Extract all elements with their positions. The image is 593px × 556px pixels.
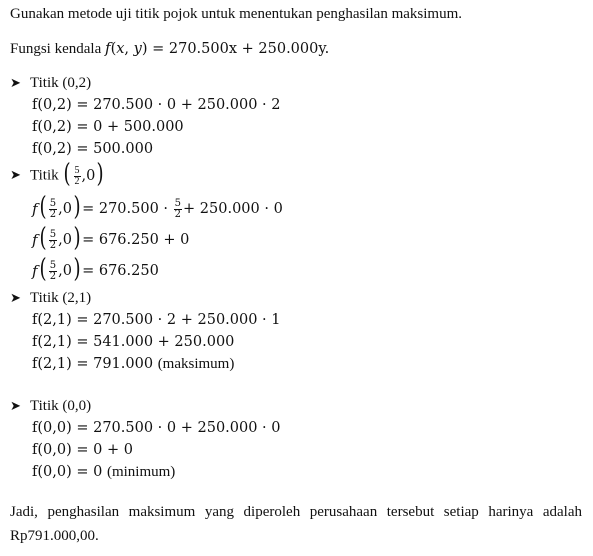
constraint-expression: = 270.500x + 250.000y. xyxy=(152,41,330,57)
point-heading: ➤ Titik (0,0) xyxy=(10,395,91,417)
arrow-bullet-icon: ➤ xyxy=(10,399,21,414)
constraint-label: Fungsi kendala xyxy=(10,41,102,57)
constraint-line: Fungsi kendala f(x, y) = 270.500x + 250.000y. xyxy=(10,39,330,57)
point-step: f ( $\frac{5}{2}$ ,0 ) = 676.250 + 0 xyxy=(32,223,190,253)
point-step: f ( $\frac{5}{2}$ ,0 ) = 676.250 xyxy=(32,254,159,284)
arrow-bullet-icon: ➤ xyxy=(10,168,21,184)
point-step: f(0,2) = 0 + 500.000 xyxy=(32,119,184,135)
point-step: f(0,2) = 270.500 · 0 + 250.000 · 2 xyxy=(32,97,281,113)
arrow-bullet-icon: ➤ xyxy=(10,291,21,306)
fraction-point: ( $\frac{5}{2}$ ,0 ) xyxy=(63,159,105,189)
minimum-label: (minimum) xyxy=(106,464,176,480)
constraint-function: f xyxy=(105,39,111,57)
conclusion-text: Jadi, penghasilan maksimum yang diperoleh perusahaan tersebut setiap harinya adalah Rp791.000,00. xyxy=(10,504,582,544)
point-heading: ➤ Titik ( $\frac{5}{2}$ ,0 ) xyxy=(10,159,105,189)
point-step: f(0,0) = 0 + 0 xyxy=(32,442,133,458)
point-step: f(2,1) = 791.000 (maksimum) xyxy=(32,356,235,372)
intro-text: Gunakan metode uji titik pojok untuk menentukan penghasilan maksimum. xyxy=(10,6,463,22)
point-step: f(2,1) = 270.500 · 2 + 250.000 · 1 xyxy=(32,312,281,328)
point-step: f(0,2) = 500.000 xyxy=(32,141,154,157)
maximum-label: (maksimum) xyxy=(157,356,235,372)
point-step: f(0,0) = 270.500 · 0 + 250.000 · 0 xyxy=(32,420,281,436)
point-heading: ➤ Titik (0,2) xyxy=(10,72,91,94)
point-step: f(2,1) = 541.000 + 250.000 xyxy=(32,334,235,350)
arrow-bullet-icon: ➤ xyxy=(10,76,21,91)
point-step: f ( $\frac{5}{2}$ ,0 ) = 270.500 · $\frac{5}{2}$ + 250.000 · 0 xyxy=(32,192,283,222)
point-step: f(0,0) = 0 (minimum) xyxy=(32,464,176,480)
point-heading: ➤ Titik (2,1) xyxy=(10,287,91,309)
